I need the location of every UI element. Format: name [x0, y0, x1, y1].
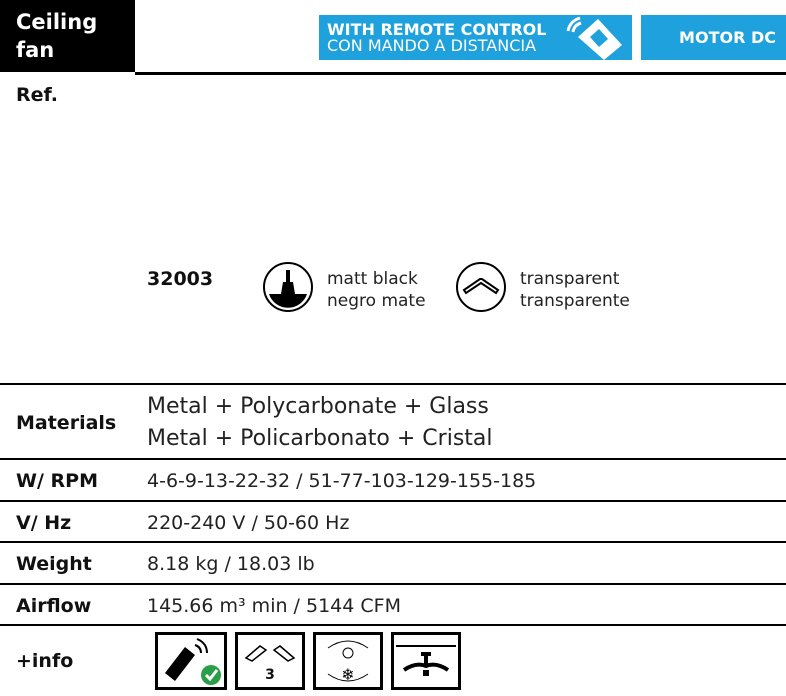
ref-label: Ref. [16, 84, 58, 106]
badge-remote-en: WITH REMOTE CONTROL [327, 20, 547, 39]
divider [135, 72, 786, 75]
finish-en: matt black [327, 269, 418, 289]
spec-value: 4-6-9-13-22-32 / 51-77-103-129-155-185 [147, 470, 537, 492]
spec-value: 8.18 kg / 18.03 lb [147, 553, 315, 575]
glass-text [520, 268, 630, 312]
badge-motor-text: MOTOR DC [679, 28, 776, 47]
info-icons [155, 632, 469, 690]
motor-dc-badge [641, 15, 786, 60]
title-line2: fan [16, 38, 55, 62]
spec-row-voltage [0, 500, 786, 543]
glass-en: transparent [520, 269, 620, 289]
info-label: +info [16, 650, 74, 672]
ref-code: 32003 [147, 268, 214, 290]
spec-row-weight [0, 541, 786, 585]
spec-row-power [0, 458, 786, 502]
materials-en: Metal + Polycarbonate + Glass [147, 393, 489, 419]
spec-row-airflow [0, 583, 786, 626]
glass-es: transparente [520, 291, 630, 311]
svg-text:❄: ❄ [341, 665, 355, 684]
ceiling-mount-icon [391, 632, 461, 690]
remote-control-badge [319, 15, 632, 60]
spec-row-materials [0, 383, 786, 460]
materials-es: Metal + Policarbonato + Cristal [147, 425, 493, 451]
transparent-glass-icon [456, 262, 506, 312]
finish-text [327, 268, 426, 312]
spec-label: Weight [16, 553, 92, 575]
remote-icon [564, 15, 629, 60]
product-category [0, 0, 135, 72]
info-row [0, 624, 786, 696]
spec-label: Airflow [16, 594, 92, 617]
spec-label: W/ RPM [16, 470, 98, 492]
three-blades-icon [235, 632, 305, 690]
spec-label: Materials [16, 411, 117, 434]
spec-label: V/ Hz [16, 511, 72, 534]
spec-value: 145.66 m³ min / 5144 CFM [147, 594, 401, 617]
blade-count: 3 [265, 667, 275, 683]
finish-es: negro mate [327, 291, 426, 311]
spec-value [147, 391, 493, 455]
spec-value: 220-240 V / 50-60 Hz [147, 511, 350, 534]
title-line1: Ceiling [16, 10, 98, 34]
summer-winter-icon [313, 632, 383, 690]
remote-control-icon [155, 632, 227, 690]
badge-remote-es: CON MANDO A DISTANCIA [327, 36, 537, 55]
matt-black-finish-icon [263, 262, 313, 312]
